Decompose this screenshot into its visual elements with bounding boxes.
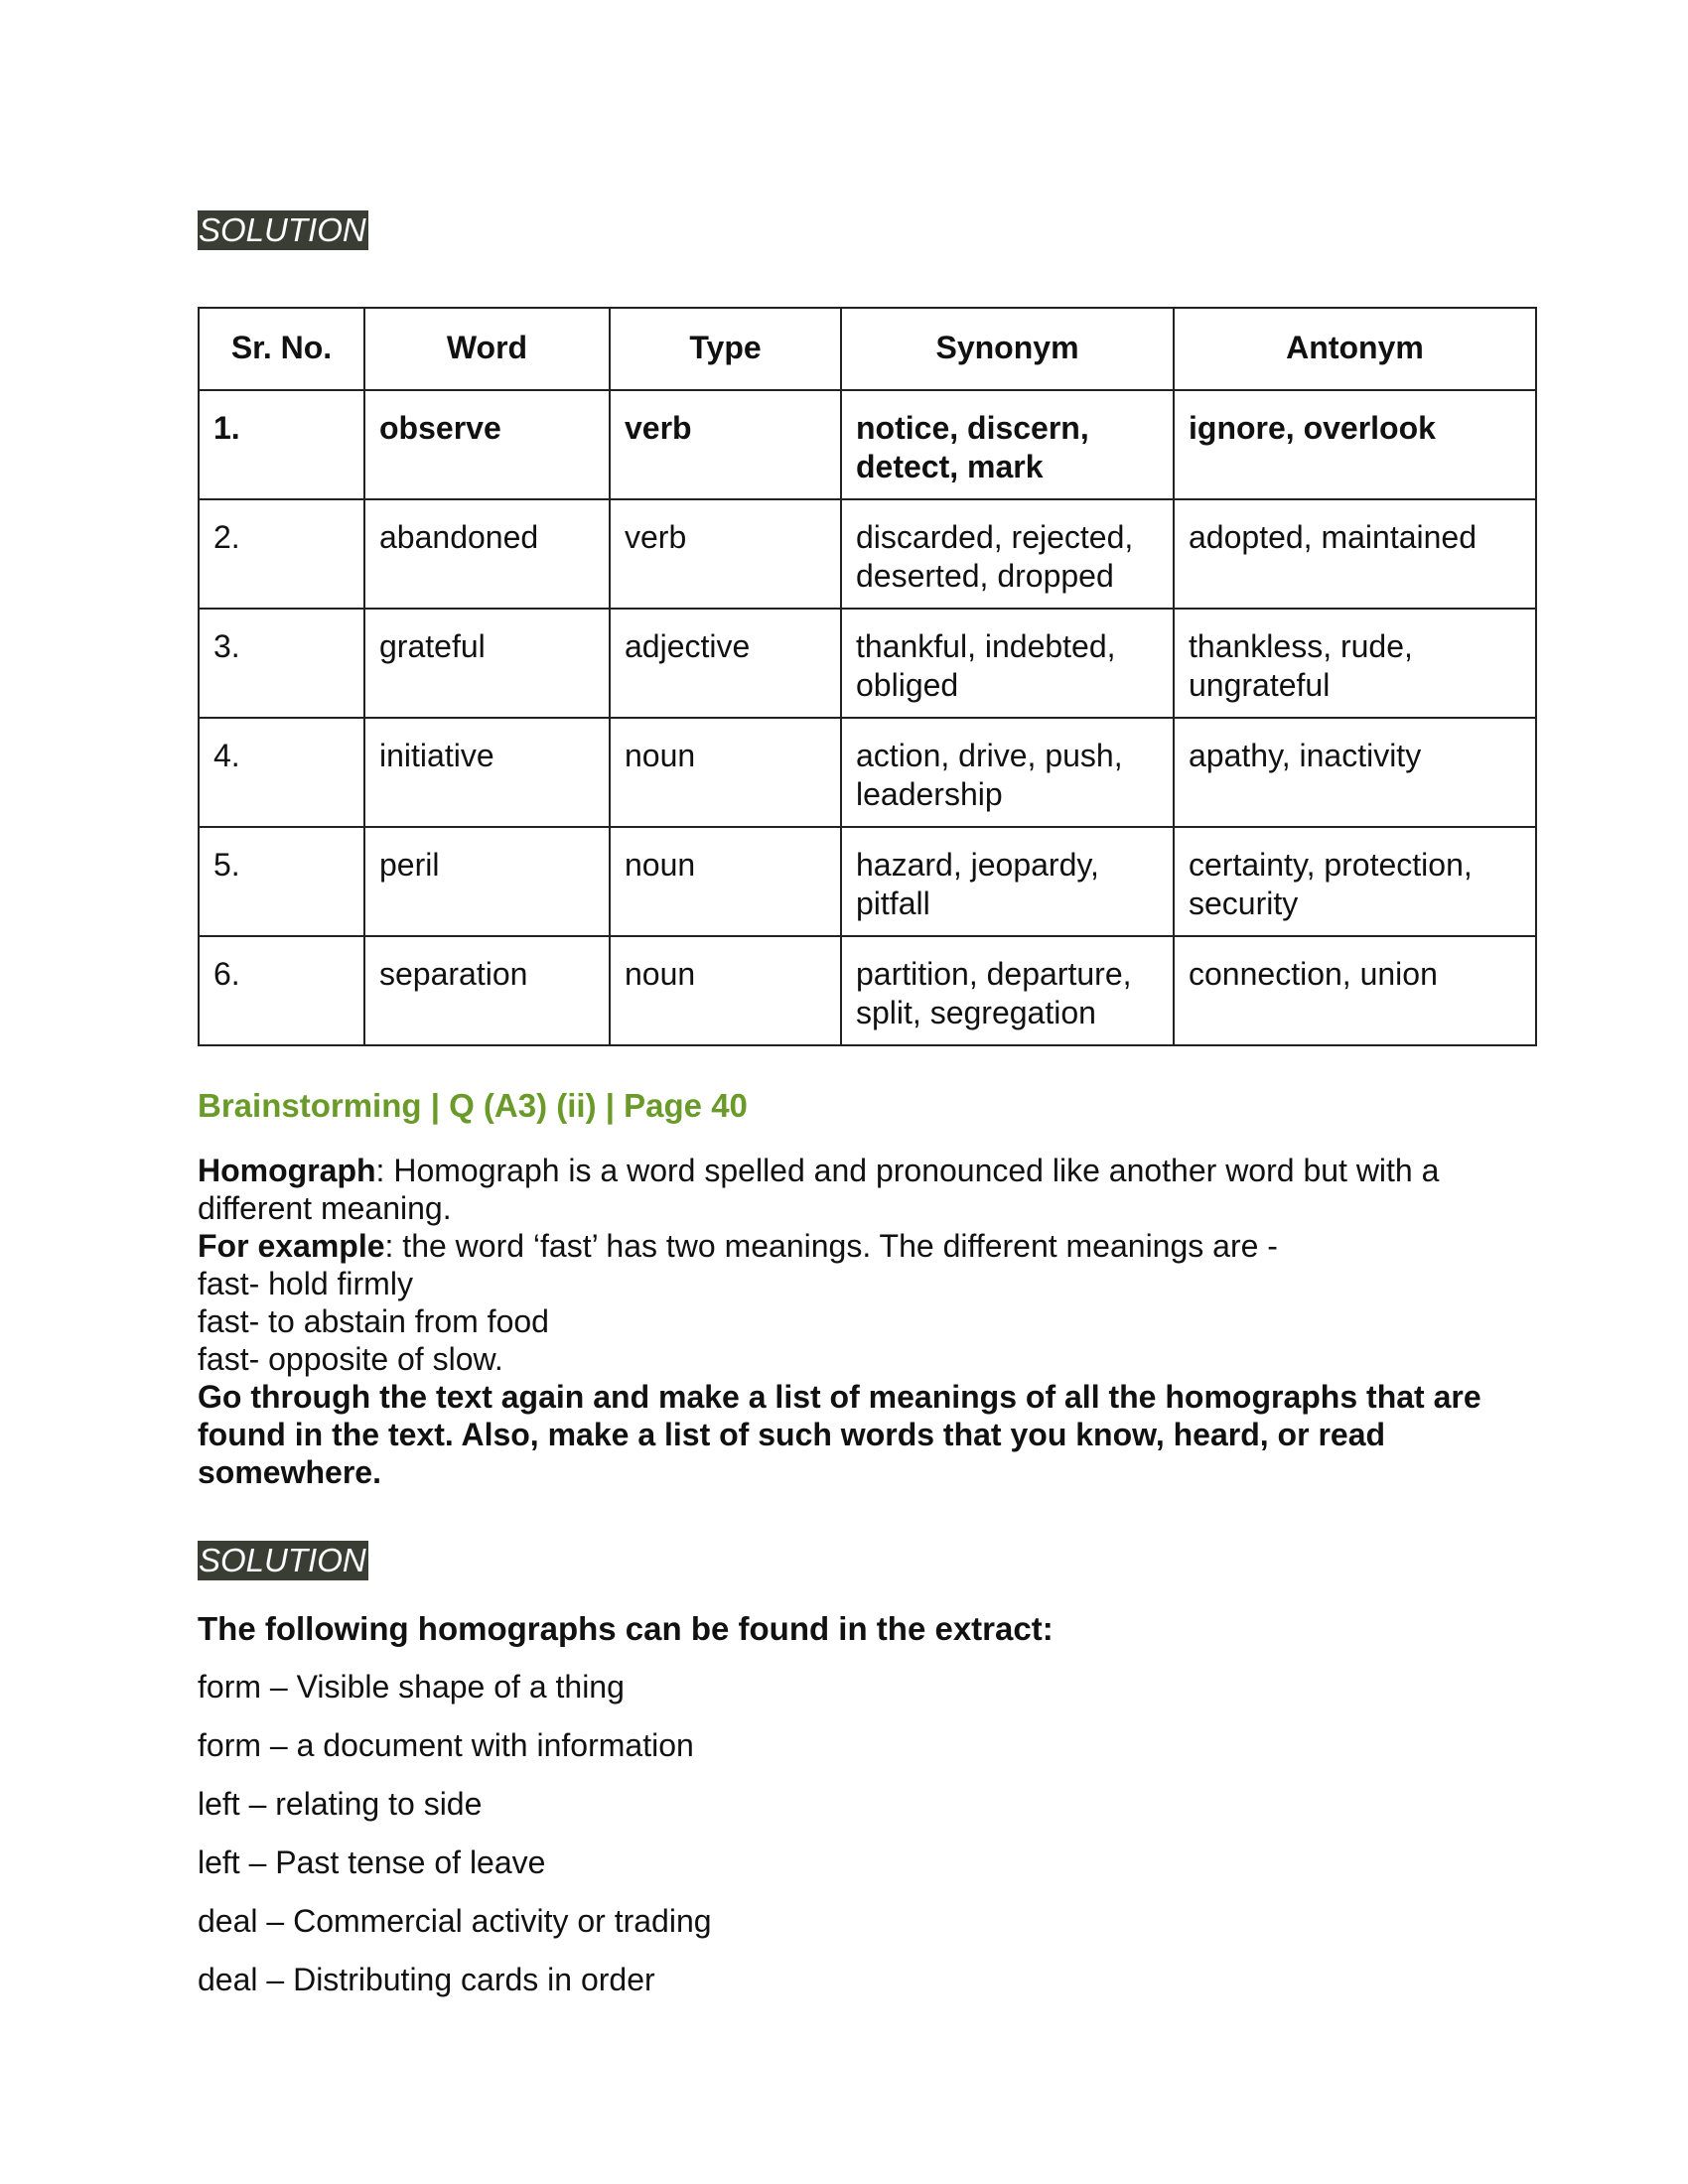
table-row — [199, 609, 1536, 718]
list-item: form – a document with information — [198, 1727, 694, 1763]
cell-sr: 4. — [199, 718, 364, 827]
found-homographs-heading: The following homographs can be found in the extract: — [198, 1610, 1054, 1647]
solution-label: SOLUTION — [198, 1541, 368, 1580]
cell-sr: 5. — [199, 827, 364, 936]
table-row — [199, 718, 1536, 827]
cell-antonym: adopted, maintained — [1174, 499, 1536, 609]
list-item: left – relating to side — [198, 1786, 483, 1822]
cell-type: noun — [610, 827, 841, 936]
cell-sr: 2. — [199, 499, 364, 609]
example-meaning: fast- opposite of slow. — [198, 1341, 503, 1377]
question-text: Go through the text again and make a list of meanings of all the homographs that are found in the text. Also, make a list of such words that you know, heard, or read somewhere. — [198, 1379, 1481, 1490]
cell-antonym: connection, union — [1174, 936, 1536, 1045]
list-item: left – Past tense of leave — [198, 1844, 546, 1880]
cell-antonym: certainty, protection, security — [1174, 827, 1536, 936]
cell-synonym: discarded, rejected, deserted, dropped — [841, 499, 1174, 609]
example-line — [198, 1227, 1534, 1265]
header-antonym: Antonym — [1174, 308, 1536, 390]
header-type: Type — [610, 308, 841, 390]
table-header-row — [199, 308, 1536, 390]
cell-antonym: thankless, rude, ungrateful — [1174, 609, 1536, 718]
cell-word: grateful — [364, 609, 610, 718]
cell-word: abandoned — [364, 499, 610, 609]
homograph-definition — [198, 1152, 1534, 1227]
cell-sr: 1. — [199, 390, 364, 499]
cell-synonym: hazard, jeopardy, pitfall — [841, 827, 1174, 936]
cell-type: noun — [610, 936, 841, 1045]
list-item: deal – Distributing cards in order — [198, 1962, 655, 1997]
cell-sr: 3. — [199, 609, 364, 718]
example-meaning: fast- hold firmly — [198, 1266, 413, 1301]
table-row — [199, 499, 1536, 609]
cell-synonym: partition, departure, split, segregation — [841, 936, 1174, 1045]
homograph-term: Homograph — [198, 1153, 376, 1188]
table-row — [199, 390, 1536, 499]
cell-word: separation — [364, 936, 610, 1045]
example-meaning: fast- to abstain from food — [198, 1303, 549, 1339]
synonym-antonym-table — [198, 307, 1537, 1046]
list-item: deal – Commercial activity or trading — [198, 1903, 712, 1939]
list-item: form – Visible shape of a thing — [198, 1669, 625, 1705]
cell-sr: 6. — [199, 936, 364, 1045]
cell-type: noun — [610, 718, 841, 827]
homograph-paragraph — [198, 1152, 1534, 1491]
cell-synonym: thankful, indebted, obliged — [841, 609, 1174, 718]
table-row — [199, 936, 1536, 1045]
cell-type: verb — [610, 499, 841, 609]
cell-antonym: ignore, overlook — [1174, 390, 1536, 499]
header-word: Word — [364, 308, 610, 390]
example-text: : the word ‘fast’ has two meanings. The different meanings are - — [384, 1228, 1278, 1264]
cell-word: initiative — [364, 718, 610, 827]
brainstorming-heading: Brainstorming | Q (A3) (ii) | Page 40 — [198, 1087, 748, 1124]
cell-word: observe — [364, 390, 610, 499]
solution-label: SOLUTION — [198, 210, 368, 250]
cell-synonym: notice, discern, detect, mark — [841, 390, 1174, 499]
example-term: For example — [198, 1228, 385, 1264]
cell-type: verb — [610, 390, 841, 499]
cell-antonym: apathy, inactivity — [1174, 718, 1536, 827]
cell-word: peril — [364, 827, 610, 936]
header-sr-no: Sr. No. — [199, 308, 364, 390]
header-synonym: Synonym — [841, 308, 1174, 390]
homograph-list — [198, 1667, 1534, 2018]
table-row — [199, 827, 1536, 936]
homograph-definition-text: : Homograph is a word spelled and pronounced like another word but with a different meaning. — [198, 1153, 1440, 1226]
document-page — [198, 210, 1534, 2018]
cell-synonym: action, drive, push, leadership — [841, 718, 1174, 827]
cell-type: adjective — [610, 609, 841, 718]
